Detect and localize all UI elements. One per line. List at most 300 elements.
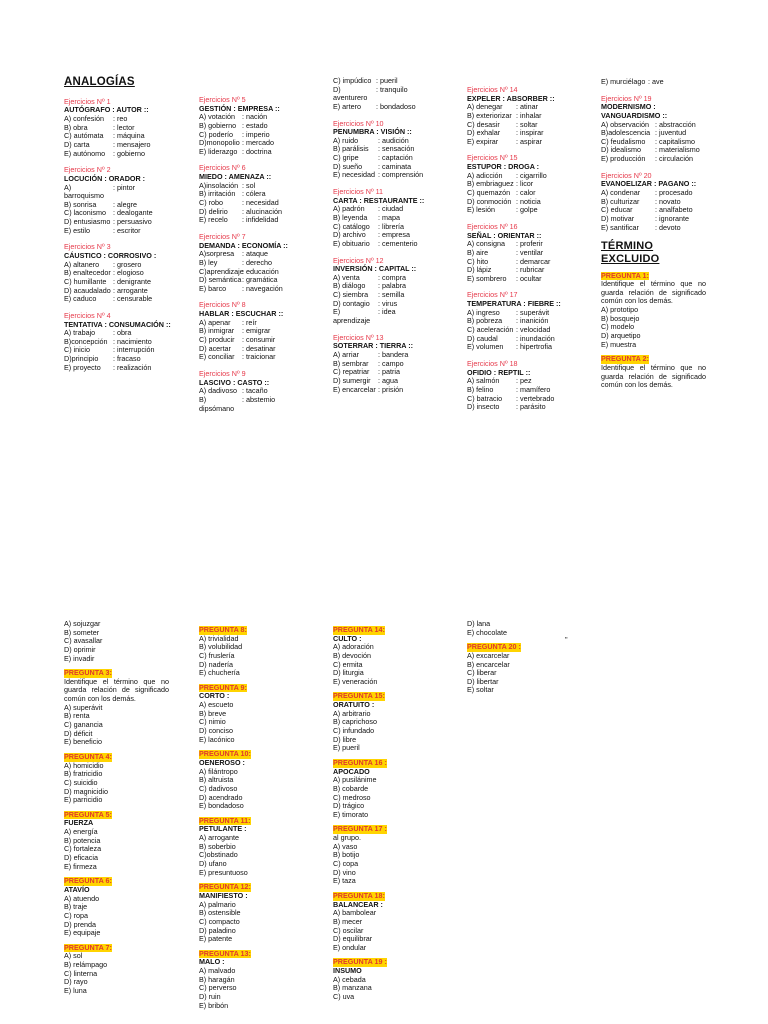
question-heading-wrap bbox=[601, 266, 706, 281]
question-heading: PREGUNTA 7: bbox=[64, 942, 112, 952]
exercise-heading: Ejercicios Nº 15 bbox=[467, 153, 518, 163]
option-term: C) educar bbox=[601, 205, 633, 215]
option-term: A) votación bbox=[199, 112, 235, 122]
option-item: D) conciso bbox=[199, 726, 233, 736]
option-item: B) soberbio bbox=[199, 841, 236, 851]
exercise-pair: MIEDO : AMENAZA :: bbox=[199, 172, 272, 182]
option-item: D) liturgia bbox=[333, 668, 364, 678]
exercise-pair: INVERSIÓN : CAPITAL :: bbox=[333, 264, 417, 274]
option-answer: : nacimiento bbox=[113, 336, 152, 346]
option-answer: : empresa bbox=[378, 230, 410, 240]
option-term: C) poderío bbox=[199, 129, 233, 139]
exercise-heading: Ejercicios Nº 8 bbox=[199, 300, 246, 310]
exercise-pair: CÁUSTICO : CORROSIVO : bbox=[64, 251, 157, 261]
option-answer: : juventud bbox=[655, 128, 687, 138]
option-item: B) altruista bbox=[199, 775, 234, 785]
option-item: B) cobarde bbox=[333, 783, 369, 793]
option-row bbox=[601, 78, 706, 87]
option-term: C) laconismo bbox=[64, 208, 106, 218]
option-row bbox=[601, 155, 706, 164]
option-row bbox=[199, 216, 324, 225]
option-item: B) renta bbox=[64, 711, 90, 721]
option-answer: : interrupción bbox=[113, 345, 155, 355]
option-term: A) barroquismo bbox=[64, 182, 104, 201]
question-heading-wrap bbox=[64, 805, 169, 820]
option-row bbox=[467, 403, 592, 412]
option-item: D) prenda bbox=[64, 919, 96, 929]
question-heading: PREGUNTA 15: bbox=[333, 691, 385, 701]
option-term: B) obra bbox=[64, 122, 88, 132]
option-item: A) homicidio bbox=[64, 760, 104, 770]
option-term: E) autónomo bbox=[64, 148, 106, 158]
exercise-heading: Ejercicios Nº 18 bbox=[467, 358, 518, 368]
option-item: E) timorato bbox=[333, 809, 369, 819]
exercise-heading: Ejercicios Nº 4 bbox=[64, 310, 111, 320]
option-term: C) feudalismo bbox=[601, 136, 646, 146]
question-list bbox=[199, 620, 304, 1010]
question-word: ORATUITO : bbox=[333, 700, 375, 710]
option-item: E) parricidio bbox=[64, 795, 103, 805]
question-heading-wrap bbox=[199, 944, 304, 959]
option-term: A) arriar bbox=[333, 349, 359, 359]
option-answer: : grosero bbox=[113, 259, 142, 269]
option-item: A) trivialidad bbox=[199, 633, 239, 643]
option-row bbox=[333, 103, 458, 112]
option-term: D) sueño bbox=[333, 161, 363, 171]
option-answer: : pintor bbox=[113, 182, 135, 192]
option-item: D) libertar bbox=[467, 676, 499, 686]
option-item: A) superávit bbox=[64, 702, 103, 712]
option-item: A) arrogante bbox=[199, 833, 239, 843]
option-term: C) gripe bbox=[333, 153, 359, 163]
option-item: E) chocolate bbox=[467, 627, 507, 637]
option-item: D) nadería bbox=[199, 659, 233, 669]
question-heading: PREGUNTA 18: bbox=[333, 890, 385, 900]
question-text: Identifique el término que no guarda relación de significado común con los demás. bbox=[601, 362, 706, 390]
option-answer: : gramática bbox=[242, 275, 278, 285]
option-answer: : comprensión bbox=[378, 170, 424, 180]
option-item: D) trágico bbox=[333, 801, 365, 811]
option-answer: : doctrina bbox=[242, 146, 272, 156]
option-term: E) recelo bbox=[199, 215, 228, 225]
option-answer: : analfabeto bbox=[655, 205, 693, 215]
option-answer: : emigrar bbox=[242, 326, 271, 336]
option-term: B) ley bbox=[199, 257, 218, 267]
option-term: C) producir bbox=[199, 335, 235, 345]
exercise-pair: OFIDIO : REPTIL :: bbox=[467, 367, 531, 377]
question-word: APOCADO bbox=[333, 766, 370, 776]
option-item: E) invadir bbox=[64, 653, 95, 663]
question-text: al grupo. bbox=[333, 833, 361, 843]
option-term: B)concepción bbox=[64, 336, 108, 346]
question-heading-wrap bbox=[601, 349, 706, 364]
question-text: Identifique el término que no guarda relación de significado común con los demás. bbox=[64, 676, 169, 704]
option-term: D)principio bbox=[64, 354, 99, 364]
option-answer: : vertebrado bbox=[516, 393, 555, 403]
option-answer: : semilla bbox=[378, 290, 405, 300]
option-answer: : sensación bbox=[378, 144, 415, 154]
bottom-column-1 bbox=[64, 620, 169, 996]
option-term: B) inmigrar bbox=[199, 326, 235, 336]
option-row bbox=[333, 308, 458, 325]
option-answer: : lector bbox=[113, 122, 135, 132]
question-heading-wrap bbox=[64, 663, 169, 678]
option-item: A) filántropo bbox=[199, 766, 238, 776]
option-term: A) apenar bbox=[199, 317, 231, 327]
option-term: B) irritación bbox=[199, 189, 236, 199]
option-term: A) trabajo bbox=[64, 328, 96, 338]
option-answer: : realización bbox=[113, 362, 152, 372]
option-term: C) catálogo bbox=[333, 221, 370, 231]
option-term: C) humillante bbox=[64, 276, 107, 286]
option-term: E) barco bbox=[199, 283, 227, 293]
exercise-heading: Ejercicios Nº 19 bbox=[601, 93, 652, 103]
exercise-pair: SOTERRAR : TIERRA :: bbox=[333, 341, 413, 351]
option-answer: : patria bbox=[378, 367, 400, 377]
option-term: E) necesidad bbox=[333, 170, 375, 180]
option-answer: : derecho bbox=[242, 257, 272, 267]
option-item: A) prototipo bbox=[601, 305, 639, 315]
question-heading-wrap bbox=[199, 877, 304, 892]
option-list bbox=[467, 620, 572, 637]
option-answer: : ataque bbox=[242, 249, 268, 259]
option-answer: : devoto bbox=[655, 222, 681, 232]
option-item: C) medroso bbox=[333, 792, 371, 802]
option-item: E) pueril bbox=[333, 743, 360, 753]
option-answer: : ocultar bbox=[516, 273, 542, 283]
option-item: D) vino bbox=[333, 867, 356, 877]
option-answer: : persuasivo bbox=[113, 217, 152, 227]
option-term: C) aceleración bbox=[467, 325, 514, 335]
option-answer: : consumir bbox=[242, 335, 276, 345]
option-item: C)obstinado bbox=[199, 850, 238, 860]
question-heading-wrap bbox=[333, 886, 438, 901]
option-term: B) exteriorizar bbox=[467, 110, 512, 120]
option-term: A) ingreso bbox=[467, 307, 500, 317]
option-answer: : tacaño bbox=[242, 386, 268, 396]
question-heading: PREGUNTA 2: bbox=[601, 354, 649, 364]
option-answer: : velocidad bbox=[516, 325, 551, 335]
question-word: PETULANTE : bbox=[199, 824, 247, 834]
option-item: E) luna bbox=[64, 985, 87, 995]
option-term: C) inicio bbox=[64, 345, 90, 355]
option-answer: : prisión bbox=[378, 384, 404, 394]
option-answer: : campo bbox=[378, 358, 404, 368]
option-item: E) bribón bbox=[199, 1000, 229, 1010]
option-term: D) semántica bbox=[199, 275, 242, 285]
question-heading-wrap bbox=[199, 811, 304, 826]
question-heading: PREGUNTA 4: bbox=[64, 751, 112, 761]
question-heading-wrap bbox=[467, 637, 572, 652]
option-term: B) felino bbox=[467, 384, 494, 394]
option-term: B) parálisis bbox=[333, 144, 369, 154]
option-item: A) sol bbox=[64, 951, 83, 961]
option-answer: : denigrante bbox=[113, 276, 151, 286]
bottom-column-3 bbox=[333, 620, 438, 1002]
option-item: B) mecer bbox=[333, 916, 363, 926]
option-term: D) carta bbox=[64, 140, 90, 149]
option-term: E) conciliar bbox=[199, 352, 235, 362]
option-row bbox=[64, 150, 189, 159]
option-item: B) caprichoso bbox=[333, 717, 377, 727]
option-answer: : materialismo bbox=[655, 145, 700, 155]
option-term: C) hito bbox=[467, 256, 489, 266]
exercise-heading: Ejercicios Nº 6 bbox=[199, 163, 246, 173]
option-answer: : hipertrofia bbox=[516, 342, 552, 352]
option-item: B) bosquejo bbox=[601, 313, 640, 323]
option-answer: : gobierno bbox=[113, 148, 145, 158]
option-term: E) lesión bbox=[467, 205, 495, 215]
option-list bbox=[64, 620, 169, 663]
section-title: TÉRMINO EXCLUIDO bbox=[601, 240, 660, 265]
option-item: C) uva bbox=[333, 991, 355, 1001]
option-term: C) impúdico bbox=[333, 76, 372, 85]
option-term: D) delirio bbox=[199, 206, 228, 216]
exercise-list bbox=[64, 98, 189, 373]
option-answer: : proferir bbox=[516, 239, 543, 249]
option-item: C) oscilar bbox=[333, 925, 364, 935]
option-term: C) repatriar bbox=[333, 367, 370, 377]
exercise-pair: GESTIÓN : EMPRESA :: bbox=[199, 103, 280, 113]
option-term: D) entusiasmo bbox=[64, 217, 111, 227]
option-item: C) copa bbox=[333, 859, 359, 869]
question-heading-wrap bbox=[199, 678, 304, 693]
option-answer: : inspirar bbox=[516, 128, 544, 138]
option-answer: : máquina bbox=[113, 131, 145, 141]
option-answer: : sol bbox=[242, 180, 256, 190]
option-item: C) perverso bbox=[199, 983, 237, 993]
column-2 bbox=[199, 88, 324, 413]
question-word: FUERZA bbox=[64, 818, 94, 828]
option-row bbox=[199, 353, 324, 362]
option-term: D) conmoción bbox=[467, 196, 512, 206]
option-item: B) ostensible bbox=[199, 908, 241, 918]
option-row bbox=[333, 171, 458, 180]
question-heading: PREGUNTA 16 : bbox=[333, 757, 387, 767]
bottom-column-2 bbox=[199, 620, 304, 1010]
option-row bbox=[333, 240, 458, 249]
option-term: E) artero bbox=[333, 101, 361, 111]
question-list bbox=[64, 663, 169, 995]
option-answer: : audición bbox=[378, 135, 409, 145]
question-heading-wrap bbox=[333, 686, 438, 701]
option-item: E) ondular bbox=[333, 942, 367, 952]
column-5 bbox=[601, 78, 706, 390]
option-item: C) modelo bbox=[601, 322, 635, 332]
option-item: B) relámpago bbox=[64, 960, 108, 970]
option-term: C) siembra bbox=[333, 290, 369, 300]
option-item: C) ropa bbox=[64, 910, 88, 920]
option-item: B) traje bbox=[64, 902, 88, 912]
option-item: C) avasallar bbox=[64, 636, 103, 646]
option-row bbox=[467, 275, 592, 284]
option-term: B) pobreza bbox=[467, 316, 503, 326]
option-answer: : pueril bbox=[376, 76, 398, 85]
option-item: D) rayo bbox=[64, 977, 88, 987]
option-item: C) nimio bbox=[199, 717, 226, 727]
option-item: C) liberar bbox=[467, 668, 497, 678]
question-heading: PREGUNTA 12: bbox=[199, 882, 251, 892]
exercise-pair: TEMPERATURA : FIEBRE :: bbox=[467, 299, 561, 309]
question-word: MALO : bbox=[199, 957, 225, 967]
option-item: D) acendrado bbox=[199, 792, 243, 802]
exercise-list bbox=[467, 86, 592, 412]
option-term: C) robo bbox=[199, 198, 223, 208]
option-answer: : golpe bbox=[516, 205, 538, 215]
option-answer: : imperio bbox=[242, 129, 270, 139]
question-heading: PREGUNTA 20 : bbox=[467, 642, 521, 652]
option-term: C) batracio bbox=[467, 393, 503, 403]
option-answer: : alegre bbox=[113, 199, 137, 209]
exercise-heading: Ejercicios Nº 3 bbox=[64, 242, 111, 252]
option-answer: : circulación bbox=[655, 154, 693, 164]
exercise-pair: LASCIVO : CASTO :: bbox=[199, 377, 270, 387]
option-term: A)insolación bbox=[199, 180, 239, 190]
option-term: A) ruido bbox=[333, 135, 359, 145]
option-term: A) confesión bbox=[64, 114, 104, 124]
option-term: A) padrón bbox=[333, 204, 365, 214]
option-term: D) exhalar bbox=[467, 128, 501, 138]
option-term: A) salmón bbox=[467, 376, 500, 386]
question-list bbox=[467, 637, 572, 695]
exercise-heading: Ejercicios Nº 20 bbox=[601, 170, 652, 180]
exercise-heading: Ejercicios Nº 1 bbox=[64, 96, 111, 106]
exercise-pair: DEMANDA : ECONOMÍA :: bbox=[199, 240, 288, 250]
exercise-pair: LOCUCIÓN : ORADOR : bbox=[64, 173, 146, 183]
question-heading: PREGUNTA 13: bbox=[199, 948, 251, 958]
option-term: B) enaltecedor bbox=[64, 268, 111, 278]
option-term: B) gobierno bbox=[199, 120, 237, 130]
option-item: D) libre bbox=[333, 734, 357, 744]
option-term: C) desasir bbox=[467, 119, 500, 129]
option-item: A) bambolear bbox=[333, 908, 377, 918]
option-term: E) expirar bbox=[467, 136, 499, 146]
option-term: D) contagio bbox=[333, 298, 370, 308]
option-term: D) insecto bbox=[467, 402, 500, 412]
option-term: A) condenar bbox=[601, 188, 641, 198]
option-item: C) compacto bbox=[199, 916, 240, 926]
option-term: B) diálogo bbox=[333, 281, 366, 291]
option-term: B) dipsómano bbox=[199, 394, 235, 413]
exercise-pair: SEÑAL : ORIENTAR :: bbox=[467, 230, 542, 240]
exercise-heading: Ejercicios Nº 2 bbox=[64, 165, 111, 175]
option-item: D) paladino bbox=[199, 925, 236, 935]
option-term: A) venta bbox=[333, 272, 360, 282]
option-answer: : compra bbox=[378, 272, 406, 282]
option-row bbox=[601, 224, 706, 233]
option-answer: : procesado bbox=[655, 188, 693, 198]
option-term: C) autómata bbox=[64, 131, 104, 141]
option-term: B) culturizar bbox=[601, 196, 640, 206]
question-heading: PREGUNTA 17 : bbox=[333, 824, 387, 834]
option-term: E) proyecto bbox=[64, 362, 101, 372]
option-item: C) ganancia bbox=[64, 720, 103, 730]
exercise-heading: Ejercicios Nº 5 bbox=[199, 95, 246, 104]
quote-mark: " bbox=[565, 635, 568, 644]
question-word: MANIFIESTO : bbox=[199, 890, 248, 900]
option-item: E) equipaje bbox=[64, 928, 101, 938]
question-heading-wrap bbox=[333, 620, 438, 635]
option-row bbox=[333, 86, 458, 103]
option-item: B) botijo bbox=[333, 850, 360, 860]
option-answer: : necesidad bbox=[242, 198, 279, 208]
option-answer: : ignorante bbox=[655, 213, 689, 223]
option-item: B) manzana bbox=[333, 983, 372, 993]
option-item: C) linterna bbox=[64, 968, 98, 978]
option-answer: : virus bbox=[378, 298, 398, 308]
option-answer: : rubricar bbox=[516, 265, 545, 275]
option-answer: : agua bbox=[378, 375, 398, 385]
question-word: OENEROSO : bbox=[199, 757, 245, 767]
option-term: E) santificar bbox=[601, 222, 639, 232]
option-term: E) encarcelar bbox=[333, 384, 376, 394]
option-term: D) idealismo bbox=[601, 145, 641, 155]
option-item: E) beneficio bbox=[64, 737, 102, 747]
option-row bbox=[333, 386, 458, 395]
option-answer: : aspirar bbox=[516, 136, 542, 146]
option-item: B) devoción bbox=[333, 650, 371, 660]
exercise-pair: EVANOELIZAR : PAGANO :: bbox=[601, 179, 697, 189]
option-term: E) estilo bbox=[64, 225, 90, 235]
question-text: Identifique el término que no guarda relación de significado común con los demás. bbox=[601, 279, 706, 306]
option-term: A) consigna bbox=[467, 239, 505, 249]
option-item: D) oprimir bbox=[64, 644, 96, 654]
option-answer: : obra bbox=[113, 328, 132, 338]
option-term: C)aprendizaje bbox=[199, 266, 244, 276]
option-row bbox=[199, 396, 324, 413]
bottom-column-4 bbox=[467, 620, 572, 695]
option-answer: : idea bbox=[378, 307, 396, 317]
question-heading-wrap bbox=[333, 952, 438, 967]
option-term: B) leyenda bbox=[333, 212, 368, 222]
option-answer: : nación bbox=[242, 112, 268, 122]
option-term: D) lápiz bbox=[467, 265, 492, 275]
exercise-list bbox=[333, 120, 458, 395]
option-item: D) lana bbox=[467, 619, 491, 628]
question-heading: PREGUNTA 8: bbox=[199, 625, 247, 634]
option-answer: : abstracción bbox=[655, 119, 696, 129]
option-answer: : mamífero bbox=[516, 384, 551, 394]
option-term: D)monopolio bbox=[199, 138, 240, 148]
option-term: B) embriaguez bbox=[467, 179, 514, 189]
question-heading-wrap bbox=[64, 871, 169, 886]
option-item: D) arquetipo bbox=[601, 331, 641, 341]
option-item: E) soltar bbox=[467, 685, 494, 695]
option-item: B) fratricidio bbox=[64, 769, 103, 779]
option-item: C) fruslería bbox=[199, 650, 235, 660]
question-list bbox=[601, 266, 706, 390]
question-heading-wrap bbox=[333, 753, 438, 768]
option-answer: : ciudad bbox=[378, 204, 404, 214]
option-item: A) malvado bbox=[199, 966, 236, 976]
question-word: ATAVÍO bbox=[64, 884, 90, 894]
option-answer: : cementerio bbox=[378, 238, 418, 248]
option-term: A)sorpresa bbox=[199, 249, 235, 259]
option-term: D) aventurero bbox=[333, 84, 368, 103]
option-answer: : licor bbox=[516, 179, 534, 189]
question-word: INSUMO bbox=[333, 966, 362, 976]
option-item: A) cebada bbox=[333, 974, 366, 984]
question-heading: PREGUNTA 9: bbox=[199, 682, 247, 692]
option-answer: : cigarrillo bbox=[516, 170, 547, 180]
option-answer: : atinar bbox=[516, 102, 538, 112]
option-row bbox=[64, 295, 189, 304]
option-item: D) ruin bbox=[199, 991, 221, 1001]
option-answer: : fracaso bbox=[113, 354, 141, 364]
question-heading: PREGUNTA 11: bbox=[199, 815, 251, 825]
option-answer: : soltar bbox=[516, 119, 538, 129]
option-row bbox=[64, 364, 189, 373]
